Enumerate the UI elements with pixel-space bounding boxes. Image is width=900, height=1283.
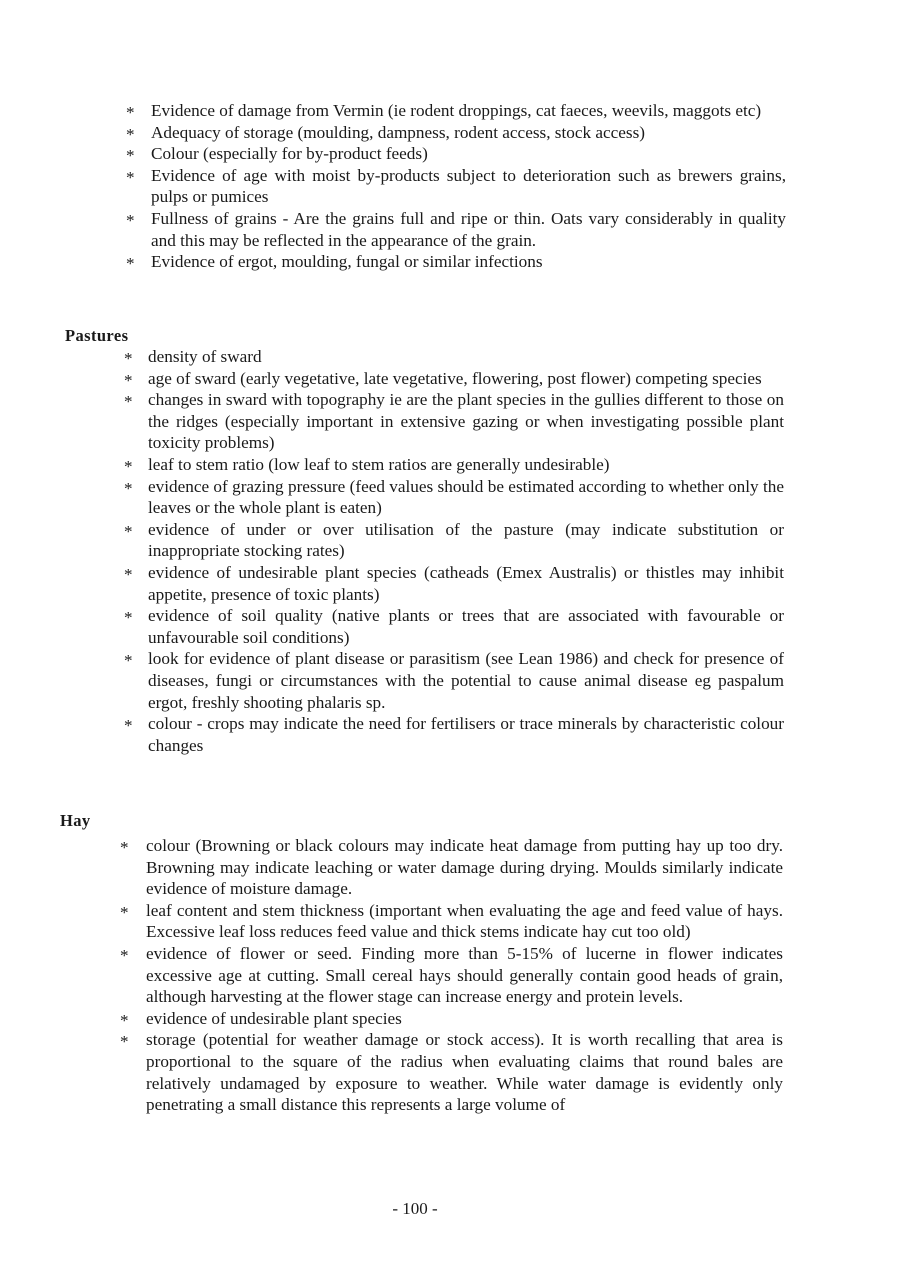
- list-item: [124, 346, 784, 368]
- list-item-text: colour - crops may indicate the need for fertilisers or trace minerals by characteristic colour changes: [148, 714, 784, 755]
- bullet-star: *: [126, 210, 135, 230]
- list-item: [120, 1029, 783, 1115]
- bullet-star: *: [124, 392, 133, 412]
- list-item-text: Colour (especially for by-product feeds): [151, 144, 428, 164]
- hay-bullet-list: [0, 835, 900, 1116]
- bullet-star: *: [120, 838, 129, 857]
- list-item: [126, 165, 786, 208]
- bullet-star: *: [124, 456, 133, 476]
- bullet-star: *: [126, 103, 135, 122]
- bullet-star: *: [120, 1010, 129, 1030]
- list-item: [124, 454, 784, 476]
- list-item-text: leaf to stem ratio (low leaf to stem ratios are generally undesirable): [148, 454, 610, 474]
- list-item-text: evidence of under or over utilisation of the pasture (may indicate substitution or inappropriate stocking rates): [148, 519, 784, 561]
- list-item: [126, 251, 786, 274]
- bullet-star: *: [124, 716, 133, 736]
- list-item-text: Evidence of damage from Vermin (ie rodent droppings, cat faeces, weevils, maggots etc): [151, 101, 762, 120]
- pastures-section: [0, 346, 900, 756]
- list-item-text: colour (Browning or black colours may indicate heat damage from putting hay up too dry. Browning may indicate leaching or water damage during drying. Moulds similarly indicate evidence of moisture damage.: [146, 836, 783, 899]
- list-item: [124, 648, 784, 713]
- list-item-text: Fullness of grains - Are the grains full and ripe or thin. Oats vary considerably in quality and this may be reflected in the appearance of the grain.: [151, 208, 786, 250]
- bullet-star: *: [124, 521, 133, 541]
- list-item: [120, 1008, 783, 1030]
- pastures-heading: Pastures: [65, 326, 129, 345]
- bullet-star: *: [124, 564, 133, 584]
- bullet-star: *: [126, 254, 135, 274]
- list-item-text: density of sward: [148, 347, 262, 366]
- list-item-text: Evidence of ergot, moulding, fungal or similar infections: [151, 252, 543, 272]
- list-item-text: evidence of undesirable plant species: [146, 1008, 402, 1028]
- list-item: [124, 519, 784, 562]
- feeds-section: [0, 100, 900, 273]
- bullet-star: *: [124, 370, 133, 390]
- list-item: [126, 100, 786, 122]
- list-item-text: leaf content and stem thickness (important when evaluating the age and feed value of hays. Excessive leaf loss reduces feed value and thick stems indicate hay cut too old): [146, 900, 783, 942]
- bullet-star: *: [120, 945, 129, 965]
- list-item-text: evidence of undesirable plant species (catheads (Emex Australis) or thistles may inhibit appetite, presence of toxic plants): [148, 562, 784, 604]
- hay-section: [0, 835, 900, 1116]
- list-item: [126, 208, 786, 251]
- list-item: [124, 605, 784, 648]
- pastures-bullet-list: [0, 346, 900, 756]
- feeds-bullet-list: [0, 100, 900, 273]
- list-item-text: changes in sward with topography ie are the plant species in the gullies different to those on the ridges (especially important in extensive gazing or when investigating possible plant toxicity problems): [148, 390, 784, 453]
- bullet-star: *: [124, 608, 133, 628]
- bullet-star: *: [126, 167, 135, 187]
- list-item: [124, 389, 784, 454]
- list-item-text: Adequacy of storage (moulding, dampness, rodent access, stock access): [151, 122, 645, 142]
- bullet-star: *: [126, 146, 135, 166]
- list-item: [124, 368, 784, 390]
- hay-heading: Hay: [60, 811, 91, 830]
- bullet-star: *: [120, 902, 129, 922]
- bullet-star: *: [126, 124, 135, 144]
- list-item-text: evidence of grazing pressure (feed values should be estimated according to whether only the leaves or the whole plant is eaten): [148, 476, 784, 518]
- list-item-text: look for evidence of plant disease or parasitism (see Lean 1986) and check for presence of diseases, fungi or circumstances with the potential to cause animal disease eg paspalum ergot, freshly shooting phalaris sp.: [148, 649, 784, 712]
- list-item: [124, 476, 784, 519]
- bullet-star: *: [120, 1032, 129, 1052]
- page-number: - 100 -: [392, 1199, 438, 1218]
- bullet-star: *: [124, 478, 133, 498]
- list-item: [126, 122, 786, 144]
- list-item: [126, 143, 786, 166]
- list-item: [124, 713, 784, 756]
- list-item-text: age of sward (early vegetative, late vegetative, flowering, post flower) competing species: [148, 368, 762, 388]
- bullet-star: *: [124, 349, 133, 368]
- list-item-text: storage (potential for weather damage or stock access). It is worth recalling that area is proportional to the square of the radius when evaluating claims that round bales are relatively undamaged by exposure to weather. While water damage is evidently only penetrating a small distance this represents a large volume of: [146, 1030, 783, 1115]
- bullet-star: *: [124, 651, 133, 671]
- list-item-text: evidence of soil quality (native plants or trees that are associated with favourable or unfavourable soil conditions): [148, 606, 784, 647]
- list-item: [124, 562, 784, 605]
- list-item: [120, 943, 783, 1008]
- list-item-text: evidence of flower or seed. Finding more than 5-15% of lucerne in flower indicates excessive age at cutting. Small cereal hays should generally contain good heads of grain, although harvesting at the flower stage can increase energy and protein levels.: [146, 943, 783, 1007]
- list-item: [120, 900, 783, 943]
- list-item-text: Evidence of age with moist by-products subject to deterioration such as brewers grains, pulps or pumices: [151, 165, 786, 207]
- list-item: [120, 835, 783, 900]
